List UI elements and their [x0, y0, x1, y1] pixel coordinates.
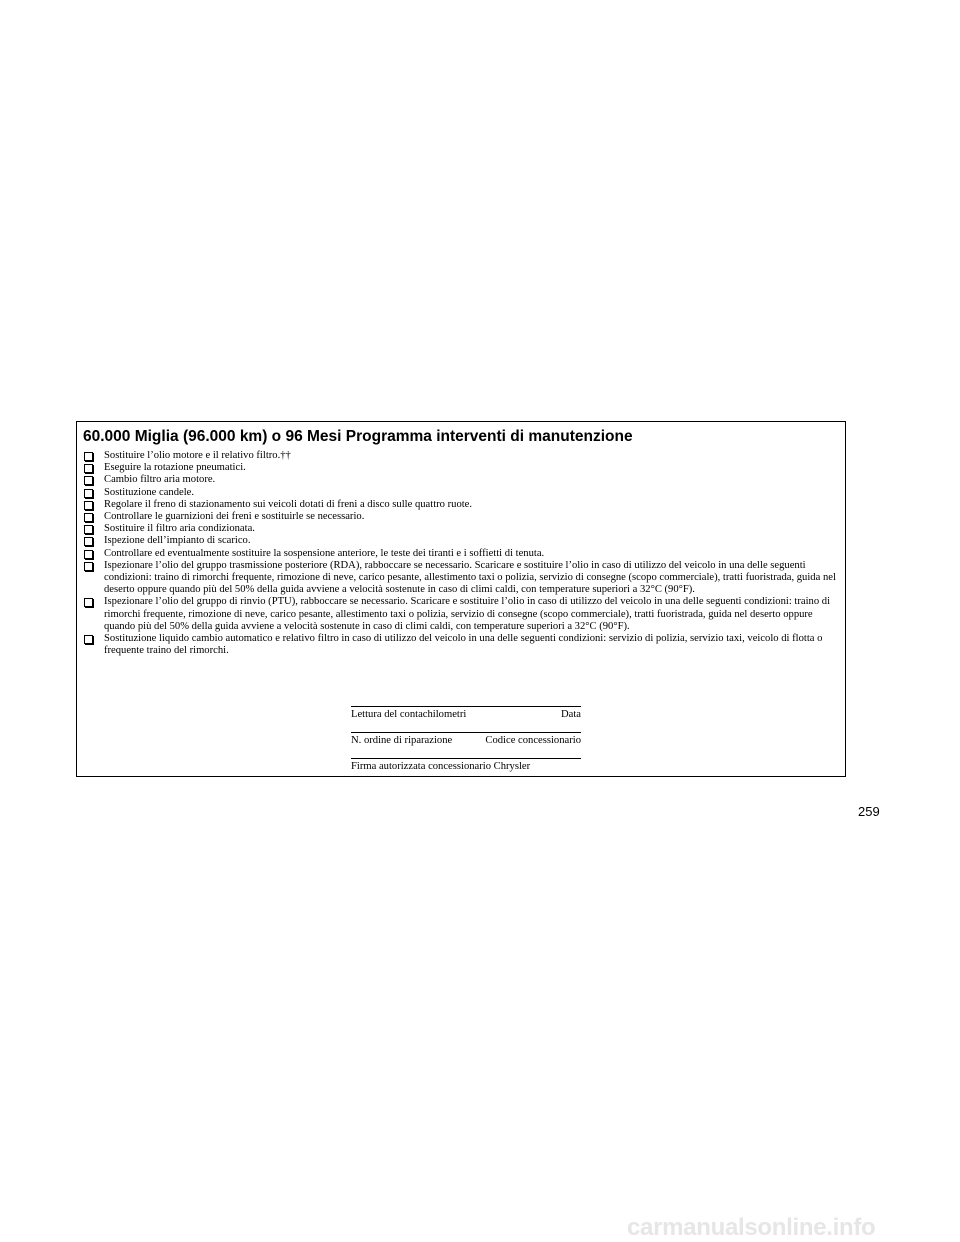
checkbox-icon[interactable]: [84, 513, 93, 522]
authorized-signature-field[interactable]: [351, 758, 581, 773]
checklist-item-text: Regolare il freno di stazionamento sui veicoli dotati di freni a disco sulle quattro ruote.: [104, 498, 473, 510]
checkbox-icon[interactable]: [84, 489, 93, 498]
section-title: 60.000 Miglia (96.000 km) o 96 Mesi Programma interventi di manutenzione: [83, 428, 633, 445]
checklist-item: [83, 499, 837, 511]
checkbox-icon[interactable]: [84, 635, 93, 644]
repair-order-label: N. ordine di riparazione: [351, 735, 453, 746]
checkbox-icon[interactable]: [84, 501, 93, 510]
checkbox-icon[interactable]: [84, 537, 93, 546]
repair-order-signature-field[interactable]: [351, 732, 581, 747]
checkbox-icon[interactable]: [84, 598, 93, 607]
checkbox-icon[interactable]: [84, 476, 93, 485]
page-number: 259: [858, 804, 880, 819]
checklist-item-text: Sostituzione candele.: [104, 486, 195, 498]
checklist-item: [83, 633, 837, 657]
checkbox-icon[interactable]: [84, 550, 93, 559]
date-label: Data: [561, 709, 581, 720]
checkbox-icon[interactable]: [84, 525, 93, 534]
checklist-item: [83, 548, 837, 560]
checklist-item: [83, 450, 837, 462]
maintenance-checklist: [83, 450, 837, 657]
watermark: carmanualsonline.info: [627, 1214, 876, 1241]
checklist-item: [83, 523, 837, 535]
checklist-item-text: Ispezione dell’impianto di scarico.: [104, 535, 251, 547]
odometer-label: Lettura del contachilometri: [351, 709, 467, 720]
checklist-item: [83, 560, 837, 597]
checkbox-icon[interactable]: [84, 452, 93, 461]
checklist-item-text: Controllare ed eventualmente sostituire la sospensione anteriore, le teste dei tiranti e i soffietti di tenuta.: [104, 547, 545, 559]
checklist-item-text: Sostituire il filtro aria condizionata.: [104, 523, 255, 535]
checklist-item-text: Sostituire l’olio motore e il relativo filtro.††: [104, 450, 291, 461]
dealer-code-label: Codice concessionario: [485, 735, 581, 746]
odometer-signature-field[interactable]: [351, 706, 581, 721]
maintenance-schedule-box: [76, 421, 846, 777]
authorized-signature-label: Firma autorizzata concessionario Chrysler: [351, 761, 531, 772]
checklist-item: [83, 511, 837, 523]
checklist-item: [83, 487, 837, 499]
checklist-item-text: Controllare le guarnizioni dei freni e sostituirle se necessario.: [104, 511, 365, 523]
checklist-item: [83, 462, 837, 474]
checklist-item: [83, 474, 837, 486]
checklist-item-text: Ispezionare l’olio del gruppo di rinvio (PTU), rabboccare se necessario. Scaricare e sostituire l’olio in caso di utilizzo del veicolo in una delle seguenti condizioni: traino di rimorchi frequente, rimozione di neve, carico pesante, allestimento taxi o polizia, servizio di consegne (scopo commerciale), tratti fuoristrada, guida nel deserto oppure quando più del 50% della guida avviene a velocità sostenute in caso di climi caldi, con temperature superiori a 32°C (90°F).: [104, 596, 831, 632]
checklist-item: [83, 596, 837, 633]
checklist-item-text: Sostituzione liquido cambio automatico e relativo filtro in caso di utilizzo del veicolo in una delle seguenti condizioni: servizio di polizia, servizio taxi, veicolo di flotta o frequente traino del rimorchi.: [104, 633, 823, 657]
checklist-item-text: Cambio filtro aria motore.: [104, 474, 216, 486]
checkbox-icon[interactable]: [84, 562, 93, 571]
checklist-item-text: Eseguire la rotazione pneumatici.: [104, 462, 246, 474]
checklist-item-text: Ispezionare l’olio del gruppo trasmissione posteriore (RDA), rabboccare se necessario. Scaricare e sostituire l’olio in caso di utilizzo del veicolo in una delle seguenti condizioni: traino di rimorchi frequente, rimozione di neve, carico pesante, allestimento taxi o polizia, servizio di consegne (scopo commerciale), tratti fuoristrada, guida nel deserto oppure quando più del 50% della guida avviene a velocità sostenute in caso di climi caldi, con temperature superiori a 32°C (90°F).: [104, 559, 836, 596]
checklist-item: [83, 535, 837, 547]
checkbox-icon[interactable]: [84, 464, 93, 473]
